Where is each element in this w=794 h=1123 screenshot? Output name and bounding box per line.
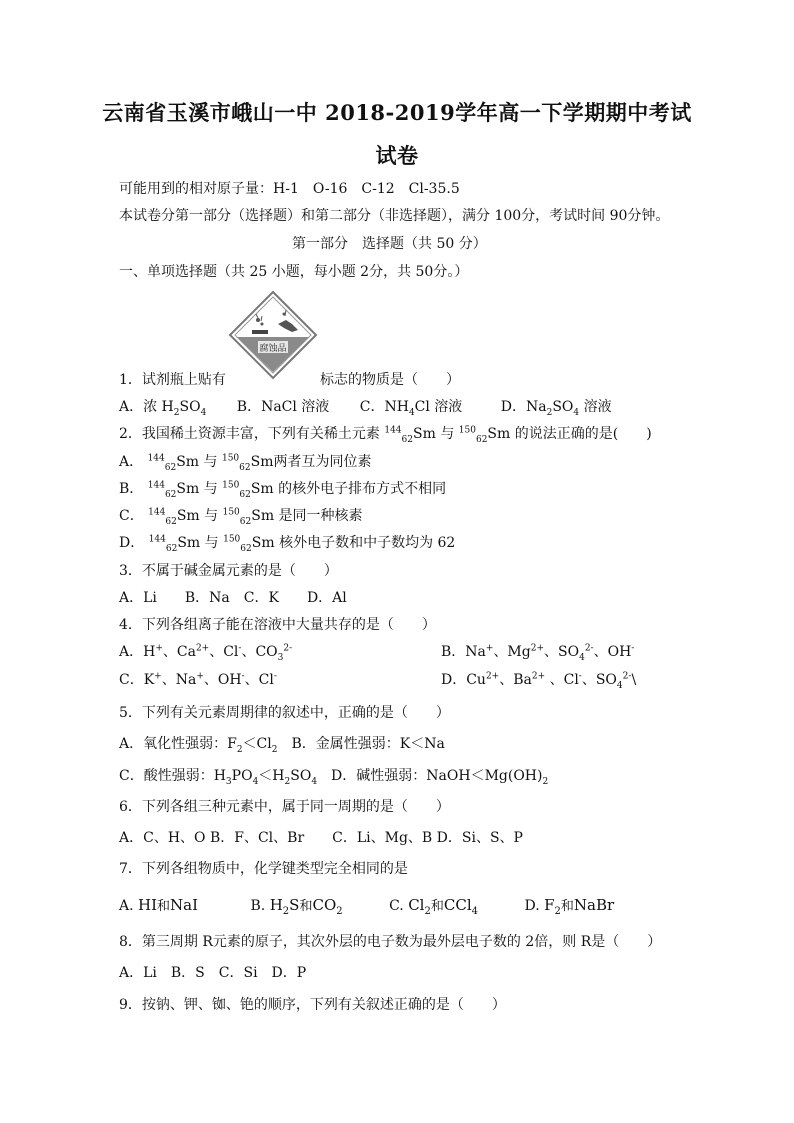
exam-info: 本试卷分第一部分（选择题）和第二部分（非选择题），满分 100分，考试时间 90分钟。	[119, 208, 670, 224]
q2-option-d: D． $^{144}_{62}$Sm 与 $^{150}_{62}$Sm 核外电子数和中子数均为 62	[119, 534, 456, 554]
q7-stem: 7．下列各组物质中，化学键类型完全相同的是	[119, 861, 408, 877]
q3-options: A．Li B．Na C．K D．Al	[119, 590, 347, 606]
q8-options: A．Li B．S C．Si D．P	[119, 965, 307, 981]
q4-option-c: C．K+、Na+、OH-、Cl-	[119, 671, 277, 688]
q2-option-c: C． $^{144}_{62}$Sm 与 $^{150}_{62}$Sm 是同一种核素	[119, 507, 363, 527]
q2-stem: 2．我国稀土资源丰富，下列有关稀土元素 $^{144}_{62}$Sm 与 $^{150}_{62}$Sm 的说法正确的是( )	[119, 425, 652, 445]
q4-option-d: D．$Cu^{2+}$、$Ba^{2+}$ 、Cl-、$SO_4^{2-}\backslash$	[441, 671, 637, 691]
section1-heading: 一、单项选择题（共 25 小题，每小题 2分，共 50分。）	[119, 264, 469, 280]
hazard-label: 腐蚀品	[259, 344, 287, 354]
q5-stem: 5．下列有关元素周期律的叙述中，正确的是（ ）	[119, 705, 450, 721]
q4-option-b: B．Na+、$Mg^{2+}$、$SO_4^{2-}$、OH-	[441, 643, 635, 663]
q2-option-a: A． $^{144}_{62}$Sm 与 $^{150}_{62}$Sm两者互为同位素	[119, 453, 372, 473]
q4-option-a: A．H+、$Ca^{2+}$、Cl-、$CO_3^{2-}$	[119, 643, 293, 663]
q1-options: A．浓 $H_2SO_4$ B．NaCl 溶液 C．$NH_4Cl$ 溶液 D．$Na_2SO_4$ 溶液	[119, 399, 612, 418]
q2-option-b: B． $^{144}_{62}$Sm 与 $^{150}_{62}$Sm 的核外电子排布方式不相同	[119, 480, 447, 500]
q1-stem-b: 标志的物质是（ ）	[320, 372, 460, 388]
q4-stem: 4．下列各组离子能在溶液中大量共存的是（ ）	[119, 617, 436, 633]
q9-stem: 9．按钠、钾、铷、铯的顺序，下列有关叙述正确的是（ ）	[119, 997, 506, 1013]
paper-title-line2: 试卷	[375, 143, 419, 168]
q7-options: A. HI和NaI B. $H_2S$和$CO_2$ C. $Cl_2$和CCl$_4$ D. $F_2$和NaBr	[119, 896, 615, 917]
corrosive-hazard-icon	[228, 290, 318, 380]
q8-stem: 8．第三周期 R元素的原子，其次外层的电子数为最外层电子数的 2倍，则 R是（ ）	[119, 934, 662, 950]
q6-stem: 6．下列各组三种元素中，属于同一周期的是（ ）	[119, 799, 450, 815]
q5-options-ab: A．氧化性强弱：$F_2<Cl_2$ B．金属性强弱：K＜Na	[119, 736, 445, 755]
atomic-masses: 可能用到的相对原子量：H-1 O-16 C-12 Cl-35.5	[119, 181, 460, 197]
q3-stem: 3．不属于碱金属元素的是（ ）	[119, 563, 338, 579]
paper-title-line1: 云南省玉溪市峨山一中 2018-2019学年高一下学期期中考试	[102, 100, 692, 125]
part1-heading: 第一部分 选择题（共 50 分）	[292, 236, 487, 252]
q1-stem-a: 1．试剂瓶上贴有	[119, 372, 226, 388]
q6-options: A．C、H、O B．F、Cl、Br C．Li、Mg、B D．Si、S、P	[119, 830, 523, 846]
q5-options-cd: C．酸性强弱：$H_3PO_4<H_2SO_4$ D．碱性强弱：$NaOH<Mg(OH)_2$	[119, 768, 549, 787]
